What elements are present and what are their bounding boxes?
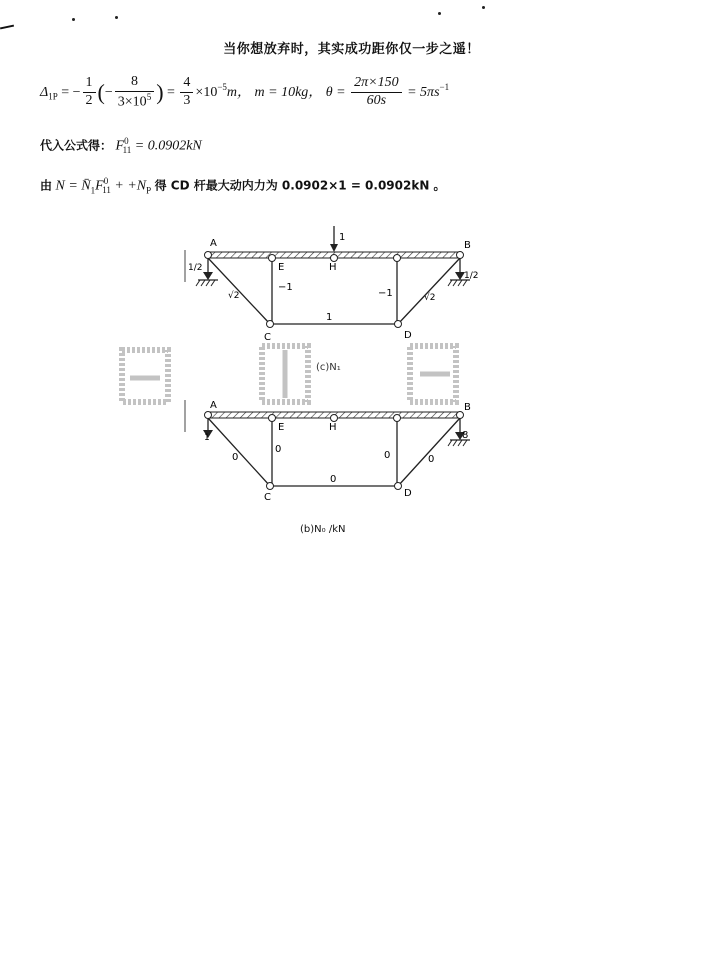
- joint-E: [269, 255, 276, 262]
- label-load: 1: [339, 232, 346, 243]
- truss-diagram-top: [185, 226, 478, 343]
- label-bar-BD: √2: [424, 293, 436, 303]
- label-bar-CD: 1: [326, 312, 333, 323]
- equation-max-force: 由 $N = N̄_1F^0_{11} + +N_P$ 得 CD 杆最大动内力为 0.0902×1 = 0.0902kN 。: [40, 176, 446, 196]
- label-B-top: B: [464, 240, 471, 251]
- label-left-reaction-bottom: 1: [204, 433, 210, 443]
- label-bar-HD-bottom: 0: [384, 450, 391, 461]
- figure-caption: (b)N₀ /kN: [300, 524, 346, 535]
- watermark: [122, 346, 456, 402]
- load-arrowhead: [330, 244, 338, 252]
- label-E-top: E: [278, 262, 285, 273]
- joint-D-top: [394, 255, 401, 262]
- joint-H: [331, 255, 338, 262]
- label-bar-AC-bottom: 0: [232, 452, 239, 463]
- label-D-top: D: [404, 330, 412, 341]
- joint-D-top-bottom: [394, 415, 401, 422]
- label-bar-CD-bottom: 0: [330, 474, 337, 485]
- equation-f11: 代入公式得： $F^0_{11} = 0.0902kN$: [40, 136, 202, 156]
- watermark-label: (c)N₁: [316, 362, 341, 373]
- joint-C: [267, 321, 274, 328]
- label-A-bottom: A: [210, 400, 217, 411]
- truss-diagram-bottom: [185, 400, 471, 503]
- label-H-top: H: [329, 262, 337, 273]
- label-bar-BD-bottom: 0: [428, 454, 435, 465]
- header-motto: 当你想放弃时，其实成功距你仅一步之遥！: [223, 42, 480, 57]
- label-bar-HD: −1: [378, 288, 393, 299]
- joint-B: [457, 252, 464, 259]
- joint-D: [395, 321, 402, 328]
- joint-B-bottom: [457, 412, 464, 419]
- joint-E-bottom: [269, 415, 276, 422]
- label-C-top: C: [264, 332, 271, 343]
- bar-AC-bottom: [208, 418, 270, 486]
- label-B-bottom: B: [464, 402, 471, 413]
- label-bar-EC-bottom: 0: [275, 444, 282, 455]
- bar-BD: [398, 258, 460, 324]
- joint-C-bottom: [267, 483, 274, 490]
- label-right-reaction: 1/2: [464, 271, 479, 281]
- joint-A-bottom: [205, 412, 212, 419]
- joint-H-bottom: [331, 415, 338, 422]
- joint-D-bottom: [395, 483, 402, 490]
- label-A-top: A: [210, 238, 217, 249]
- label-C-bottom: C: [264, 492, 271, 503]
- label-bar-AC: √2: [228, 291, 240, 301]
- label-E-bottom: E: [278, 422, 285, 433]
- label-D-bottom: D: [404, 488, 412, 499]
- joint-A: [205, 252, 212, 259]
- bar-BD-bottom: [398, 418, 460, 486]
- label-H-bottom: H: [329, 422, 337, 433]
- label-left-reaction: 1/2: [188, 263, 203, 273]
- label-right-reaction-bottom: 8: [462, 430, 469, 441]
- equation-delta: $\Delta_{1P}$ = − $\frac{1}{2}$ (− $\frac{8}{3\times 10^5}$ ) = $\frac{4}{3}$ $\times 10^{-5}m$， m = 10kg， θ = $\frac{2\pi\times 150}{60s}$ = $5\pi s^{-1}$: [40, 74, 450, 110]
- label-bar-EC: −1: [278, 282, 293, 293]
